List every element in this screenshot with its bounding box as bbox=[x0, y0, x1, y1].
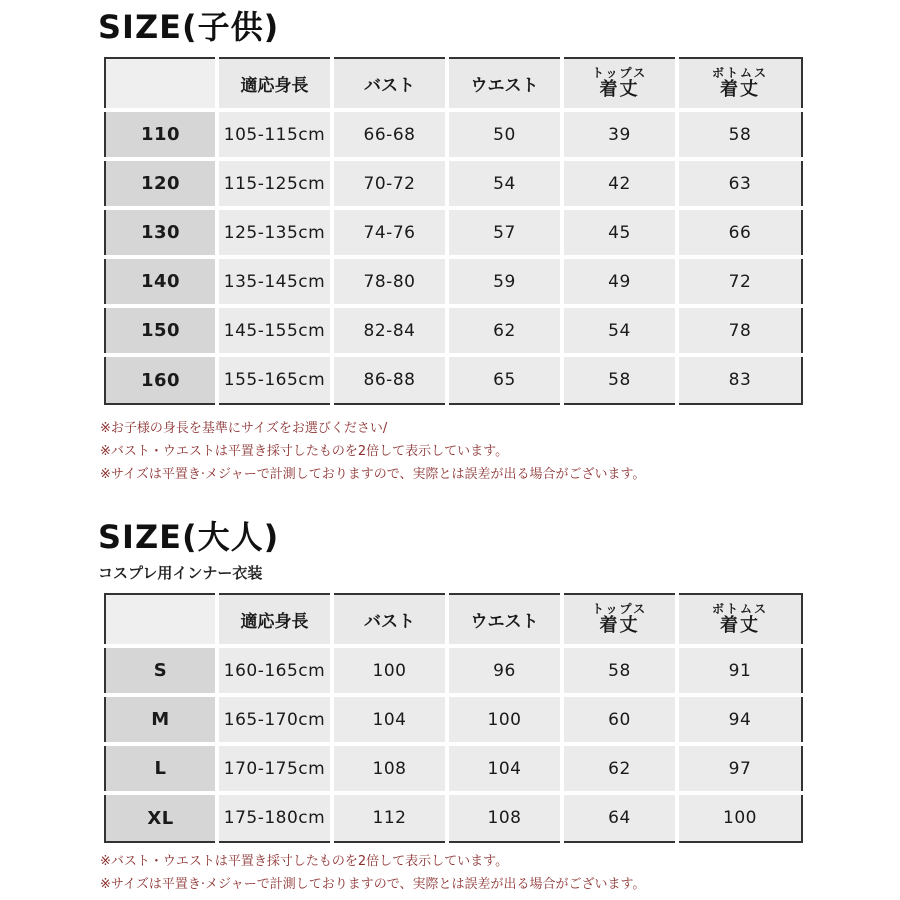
adult-size-title: SIZE(大人) bbox=[98, 518, 280, 556]
bust-cell: 70-72 bbox=[332, 159, 447, 208]
size-label: M bbox=[105, 695, 217, 744]
kids-size-table bbox=[104, 57, 803, 405]
size-label: 110 bbox=[105, 110, 217, 159]
kids-size-title: SIZE(子供) bbox=[98, 8, 280, 46]
bust-cell: 108 bbox=[332, 744, 447, 793]
kids-notes bbox=[100, 417, 645, 486]
bottoms-length-cell: 100 bbox=[677, 793, 802, 842]
header-waist: ウエスト bbox=[447, 58, 562, 110]
size-label: XL bbox=[105, 793, 217, 842]
bottoms-length-cell: 72 bbox=[677, 257, 802, 306]
waist-cell: 108 bbox=[447, 793, 562, 842]
header-bottoms-length-label: 着丈 bbox=[720, 615, 760, 637]
tops-length-cell: 64 bbox=[562, 793, 677, 842]
tops-length-cell: 49 bbox=[562, 257, 677, 306]
bust-cell: 82-84 bbox=[332, 306, 447, 355]
waist-cell: 100 bbox=[447, 695, 562, 744]
size-label: 130 bbox=[105, 208, 217, 257]
header-bottoms-length bbox=[677, 58, 802, 110]
waist-cell: 57 bbox=[447, 208, 562, 257]
table-row bbox=[105, 257, 802, 306]
tops-length-cell: 54 bbox=[562, 306, 677, 355]
height-cell: 115-125cm bbox=[217, 159, 332, 208]
header-corner bbox=[105, 58, 217, 110]
bottoms-length-cell: 63 bbox=[677, 159, 802, 208]
header-tops-length-label: 着丈 bbox=[599, 615, 640, 637]
height-cell: 165-170cm bbox=[217, 695, 332, 744]
header-bottoms-length-label: 着丈 bbox=[720, 79, 760, 101]
waist-cell: 59 bbox=[447, 257, 562, 306]
tops-length-cell: 42 bbox=[562, 159, 677, 208]
table-row bbox=[105, 306, 802, 355]
adult-subtitle: コスプレ用インナー衣装 bbox=[98, 564, 263, 582]
header-bust: バスト bbox=[332, 594, 447, 646]
bottoms-length-cell: 91 bbox=[677, 646, 802, 695]
note-line: ※サイズは平置き·メジャーで計測しておりますので、実際とは誤差が出る場合がございます。 bbox=[100, 877, 646, 892]
table-row bbox=[105, 208, 802, 257]
size-label: 150 bbox=[105, 306, 217, 355]
size-label: 120 bbox=[105, 159, 217, 208]
header-bottoms-label: ボトムス bbox=[711, 66, 768, 80]
bottoms-length-cell: 83 bbox=[677, 355, 802, 404]
kids-header-row bbox=[105, 58, 802, 110]
tops-length-cell: 39 bbox=[562, 110, 677, 159]
height-cell: 175-180cm bbox=[217, 793, 332, 842]
header-tops-label: トップス bbox=[591, 602, 648, 616]
table-row bbox=[105, 695, 802, 744]
bottoms-length-cell: 78 bbox=[677, 306, 802, 355]
table-row bbox=[105, 355, 802, 404]
waist-cell: 96 bbox=[447, 646, 562, 695]
header-bust: バスト bbox=[332, 58, 447, 110]
bust-cell: 74-76 bbox=[332, 208, 447, 257]
table-row bbox=[105, 744, 802, 793]
header-tops-length-label: 着丈 bbox=[599, 79, 640, 101]
size-label: 140 bbox=[105, 257, 217, 306]
height-cell: 105-115cm bbox=[217, 110, 332, 159]
tops-length-cell: 45 bbox=[562, 208, 677, 257]
tops-length-cell: 60 bbox=[562, 695, 677, 744]
adult-header-row bbox=[105, 594, 802, 646]
bottoms-length-cell: 94 bbox=[677, 695, 802, 744]
waist-cell: 104 bbox=[447, 744, 562, 793]
bust-cell: 112 bbox=[332, 793, 447, 842]
bust-cell: 86-88 bbox=[332, 355, 447, 404]
bottoms-length-cell: 58 bbox=[677, 110, 802, 159]
bust-cell: 78-80 bbox=[332, 257, 447, 306]
header-height: 適応身長 bbox=[217, 58, 332, 110]
bottoms-length-cell: 66 bbox=[677, 208, 802, 257]
table-row bbox=[105, 110, 802, 159]
size-label: 160 bbox=[105, 355, 217, 404]
height-cell: 125-135cm bbox=[217, 208, 332, 257]
size-label: S bbox=[105, 646, 217, 695]
bust-cell: 104 bbox=[332, 695, 447, 744]
note-line: ※サイズは平置き·メジャーで計測しておりますので、実際とは誤差が出る場合がございます。 bbox=[100, 467, 646, 482]
height-cell: 170-175cm bbox=[217, 744, 332, 793]
header-waist: ウエスト bbox=[447, 594, 562, 646]
header-tops-length bbox=[562, 594, 677, 646]
tops-length-cell: 62 bbox=[562, 744, 677, 793]
header-tops-label: トップス bbox=[591, 66, 648, 80]
height-cell: 160-165cm bbox=[217, 646, 332, 695]
header-corner bbox=[105, 594, 217, 646]
tops-length-cell: 58 bbox=[562, 646, 677, 695]
height-cell: 145-155cm bbox=[217, 306, 332, 355]
header-bottoms-label: ボトムス bbox=[711, 602, 768, 616]
tops-length-cell: 58 bbox=[562, 355, 677, 404]
bust-cell: 100 bbox=[332, 646, 447, 695]
height-cell: 135-145cm bbox=[217, 257, 332, 306]
waist-cell: 50 bbox=[447, 110, 562, 159]
note-line: ※バスト・ウエストは平置き採寸したものを2倍して表示しています。 bbox=[100, 444, 509, 459]
waist-cell: 65 bbox=[447, 355, 562, 404]
adult-notes bbox=[100, 850, 645, 896]
bust-cell: 66-68 bbox=[332, 110, 447, 159]
note-line: ※お子様の身長を基準にサイズをお選びください/ bbox=[100, 421, 388, 436]
header-tops-length bbox=[562, 58, 677, 110]
table-row bbox=[105, 793, 802, 842]
adult-size-table bbox=[104, 593, 803, 843]
size-label: L bbox=[105, 744, 217, 793]
table-row bbox=[105, 159, 802, 208]
note-line: ※バスト・ウエストは平置き採寸したものを2倍して表示しています。 bbox=[100, 854, 509, 869]
waist-cell: 62 bbox=[447, 306, 562, 355]
waist-cell: 54 bbox=[447, 159, 562, 208]
header-bottoms-length bbox=[677, 594, 802, 646]
height-cell: 155-165cm bbox=[217, 355, 332, 404]
header-height: 適応身長 bbox=[217, 594, 332, 646]
table-row bbox=[105, 646, 802, 695]
bottoms-length-cell: 97 bbox=[677, 744, 802, 793]
